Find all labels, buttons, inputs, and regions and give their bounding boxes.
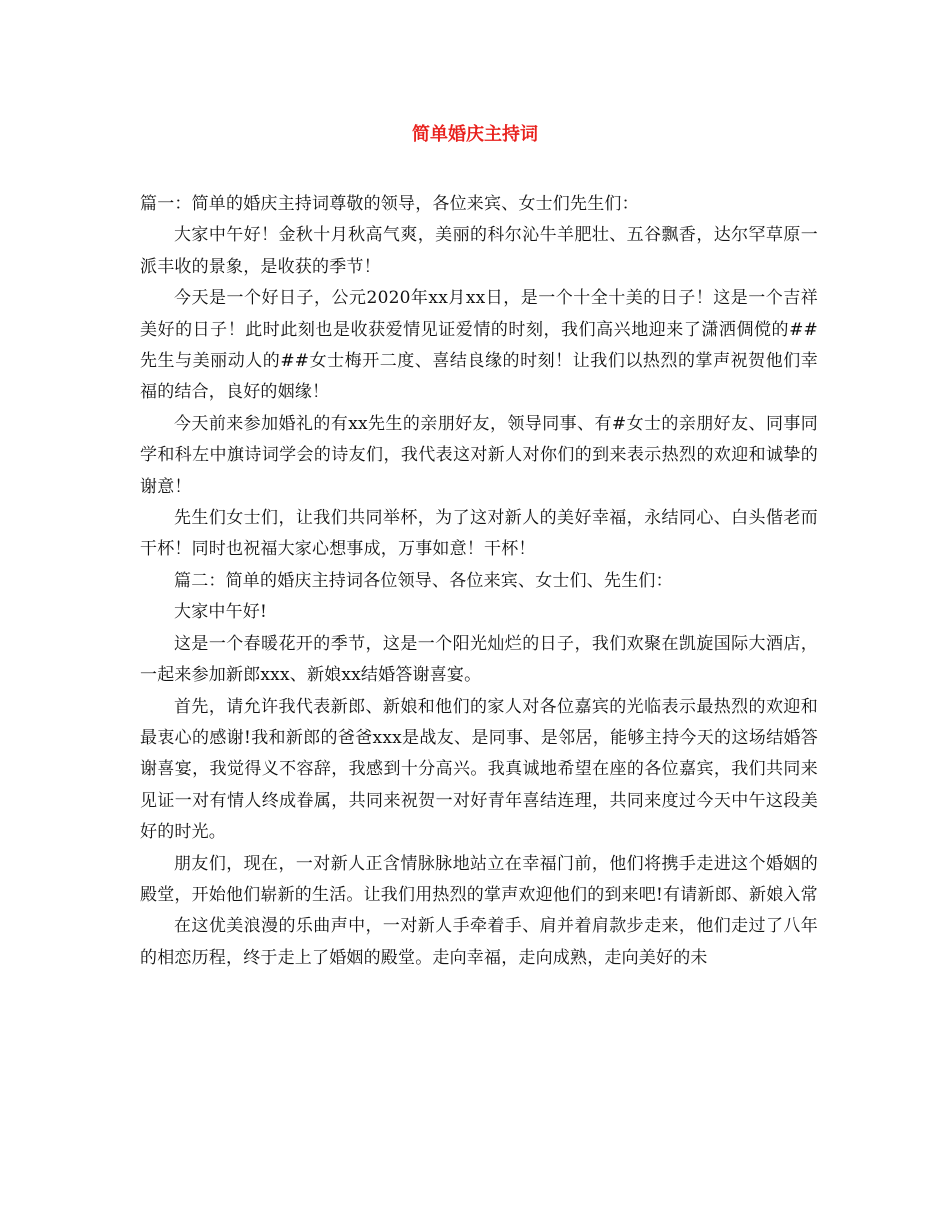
paragraph: 在这优美浪漫的乐曲声中，一对新人手牵着手、肩并着肩款步走来，他们走过了八年的相恋历程，终于走上了婚姻的殿堂。走向幸福，走向成熟，走向美好的未 [140,916,818,968]
paragraph: 大家中午好！金秋十月秋高气爽，美丽的科尔沁牛羊肥壮、五谷飘香，达尔罕草原一派丰收的景象，是收获的季节！ [140,225,818,277]
paragraph: 今天前来参加婚礼的有xx先生的亲朋好友，领导同事、有#女士的亲朋好友、同事同学和科左中旗诗词学会的诗友们，我代表这对新人对你们的到来表示热烈的欢迎和诚挚的谢意！ [140,413,818,497]
paragraph-section-two-heading: 篇二：简单的婚庆主持词各位领导、各位来宾、女士们、先生们： [174,570,673,591]
paragraph: 大家中午好! [174,602,268,623]
paragraph-section-one-heading: 篇一：简单的婚庆主持词尊敬的领导，各位来宾、女士们先生们： [140,194,639,214]
paragraph: 这是一个春暖花开的季节，这是一个阳光灿烂的日子，我们欢聚在凯旋国际大酒店，一起来参加新郎xxx、新娘xx结婚答谢喜宴。 [140,633,818,686]
paragraph: 先生们女士们，让我们共同举杯，为了这对新人的美好幸福，永结同心、白头偕老而干杯！同时也祝福大家心想事成，万事如意！干杯！ [140,508,818,560]
document-title: 简单婚庆主持词 [412,124,538,145]
paragraph: 朋友们，现在，一对新人正含情脉脉地站立在幸福门前，他们将携手走进这个婚姻的殿堂，开始他们崭新的生活。让我们用热烈的掌声欢迎他们的到来吧!有请新郎、新娘入常 [140,853,818,905]
document-body [140,189,818,974]
paragraph: 首先，请允许我代表新郎、新娘和他们的家人对各位嘉宾的光临表示最热烈的欢迎和最衷心的感谢!我和新郎的爸爸xxx是战友、是同事、是邻居，能够主持今天的这场结婚答谢喜宴，我觉得义不容辞，我感到十分高兴。我真诚地希望在座的各位嘉宾，我们共同来见证一对有情人终成眷属，共同来祝贺一对好青年喜结连理，共同来度过今天中午这段美好的时光。 [140,696,818,843]
paragraph: 今天是一个好日子，公元2020年xx月xx日，是一个十全十美的日子！这是一个吉祥美好的日子！此时此刻也是收获爱情见证爱情的时刻，我们高兴地迎来了潇洒倜傥的##先生与美丽动人的##女士梅开二度、喜结良缘的时刻！让我们以热烈的掌声祝贺他们幸福的结合，良好的姻缘！ [140,288,818,403]
